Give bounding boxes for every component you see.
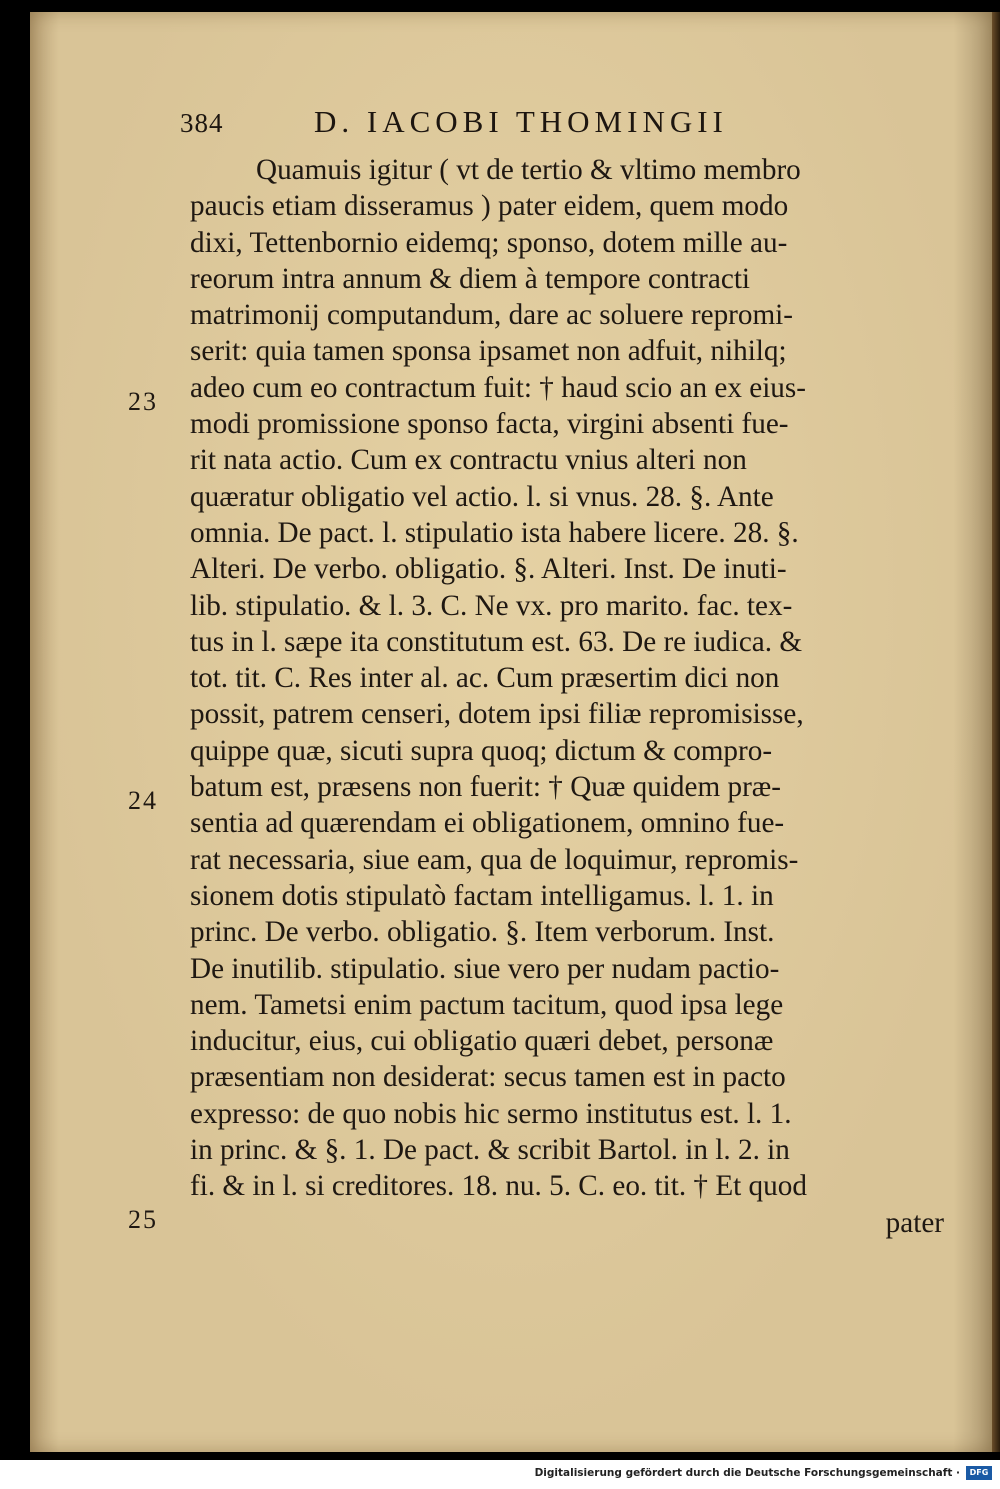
text-line: paucis etiam disseramus ) pater eidem, quem modo xyxy=(190,190,789,223)
margin-number-25: 25 xyxy=(128,1205,158,1234)
text-line: batum est, præsens non fuerit: † Quæ quidem præ- xyxy=(190,771,781,804)
text-line: sentia ad quærendam ei obligationem, omnino fue- xyxy=(190,807,785,840)
text-line: matrimonij computandum, dare ac soluere repromi- xyxy=(190,299,794,332)
margin-number-24: 24 xyxy=(128,786,158,815)
text-line: fi. & in l. si creditores. 18. nu. 5. C. eo. tit. † Et quod xyxy=(190,1170,807,1203)
text-line: inducitur, eius, cui obligatio quæri debet, personæ xyxy=(190,1025,774,1058)
book-spine xyxy=(992,12,1000,1452)
catchword: pater xyxy=(885,1206,944,1239)
text-line: Quamuis igitur ( vt de tertio & vltimo membro xyxy=(256,154,801,186)
margin-number-23: 23 xyxy=(128,387,158,416)
text-line: nem. Tametsi enim pactum tacitum, quod ipsa lege xyxy=(190,988,784,1021)
text-line: possit, patrem censeri, dotem ipsi filiæ repromisisse, xyxy=(190,698,804,731)
text-line: lib. stipulatio. & l. 3. C. Ne vx. pro marito. fac. tex- xyxy=(190,589,793,622)
page-header xyxy=(180,104,860,148)
text-line: De inutilib. stipulatio. siue vero per nudam pactio- xyxy=(190,952,780,985)
text-line: modi promissione sponso facta, virgini absenti fue- xyxy=(190,408,789,441)
text-line: rat necessaria, siue eam, qua de loquimur, repromis- xyxy=(190,843,799,876)
text-line: princ. De verbo. obligatio. §. Item verborum. Inst. xyxy=(190,916,775,949)
text-line: sionem dotis stipulatò factam intelligamus. l. 1. in xyxy=(190,879,774,912)
text-line: rit nata actio. Cum ex contractu vnius alteri non xyxy=(190,444,747,477)
text-line: tot. tit. C. Res inter al. ac. Cum præsertim dici non xyxy=(190,662,780,695)
body-text xyxy=(190,152,950,1241)
text-line: expresso: de quo nobis hic sermo institutus est. l. 1. xyxy=(190,1097,792,1130)
text-line: præsentiam non desiderat: secus tamen est in pacto xyxy=(190,1061,786,1094)
text-line: Alteri. De verbo. obligatio. §. Alteri. Inst. De inuti- xyxy=(190,553,787,586)
text-line: dixi, Tettenbornio eidemq; sponso, dotem mille au- xyxy=(190,226,788,259)
text-line: tus in l. sæpe ita constitutum est. 63. De re iudica. & xyxy=(190,625,803,658)
funding-notice: Digitalisierung gefördert durch die Deutsche Forschungsgemeinschaft · xyxy=(534,1467,960,1479)
text-line: serit: quia tamen sponsa ipsamet non adfuit, nihilq; xyxy=(190,335,787,368)
text-line: in princ. & §. 1. De pact. & scribit Bartol. in l. 2. in xyxy=(190,1134,790,1167)
text-line: quæratur obligatio vel actio. l. si vnus. 28. §. Ante xyxy=(190,480,774,513)
footer-bar xyxy=(0,1460,1000,1489)
running-head: D. IACOBI THOMINGII xyxy=(314,104,728,139)
dfg-logo-icon: DFG xyxy=(966,1466,992,1480)
text-line: quippe quæ, sicuti supra quoq; dictum & compro- xyxy=(190,734,773,767)
page-number: 384 xyxy=(180,108,224,138)
text-line: reorum intra annum & diem à tempore contracti xyxy=(190,262,751,295)
text-line: omnia. De pact. l. stipulatio ista habere licere. 28. §. xyxy=(190,516,799,549)
text-line: adeo cum eo contractum fuit: † haud scio an ex eius- xyxy=(190,371,806,404)
